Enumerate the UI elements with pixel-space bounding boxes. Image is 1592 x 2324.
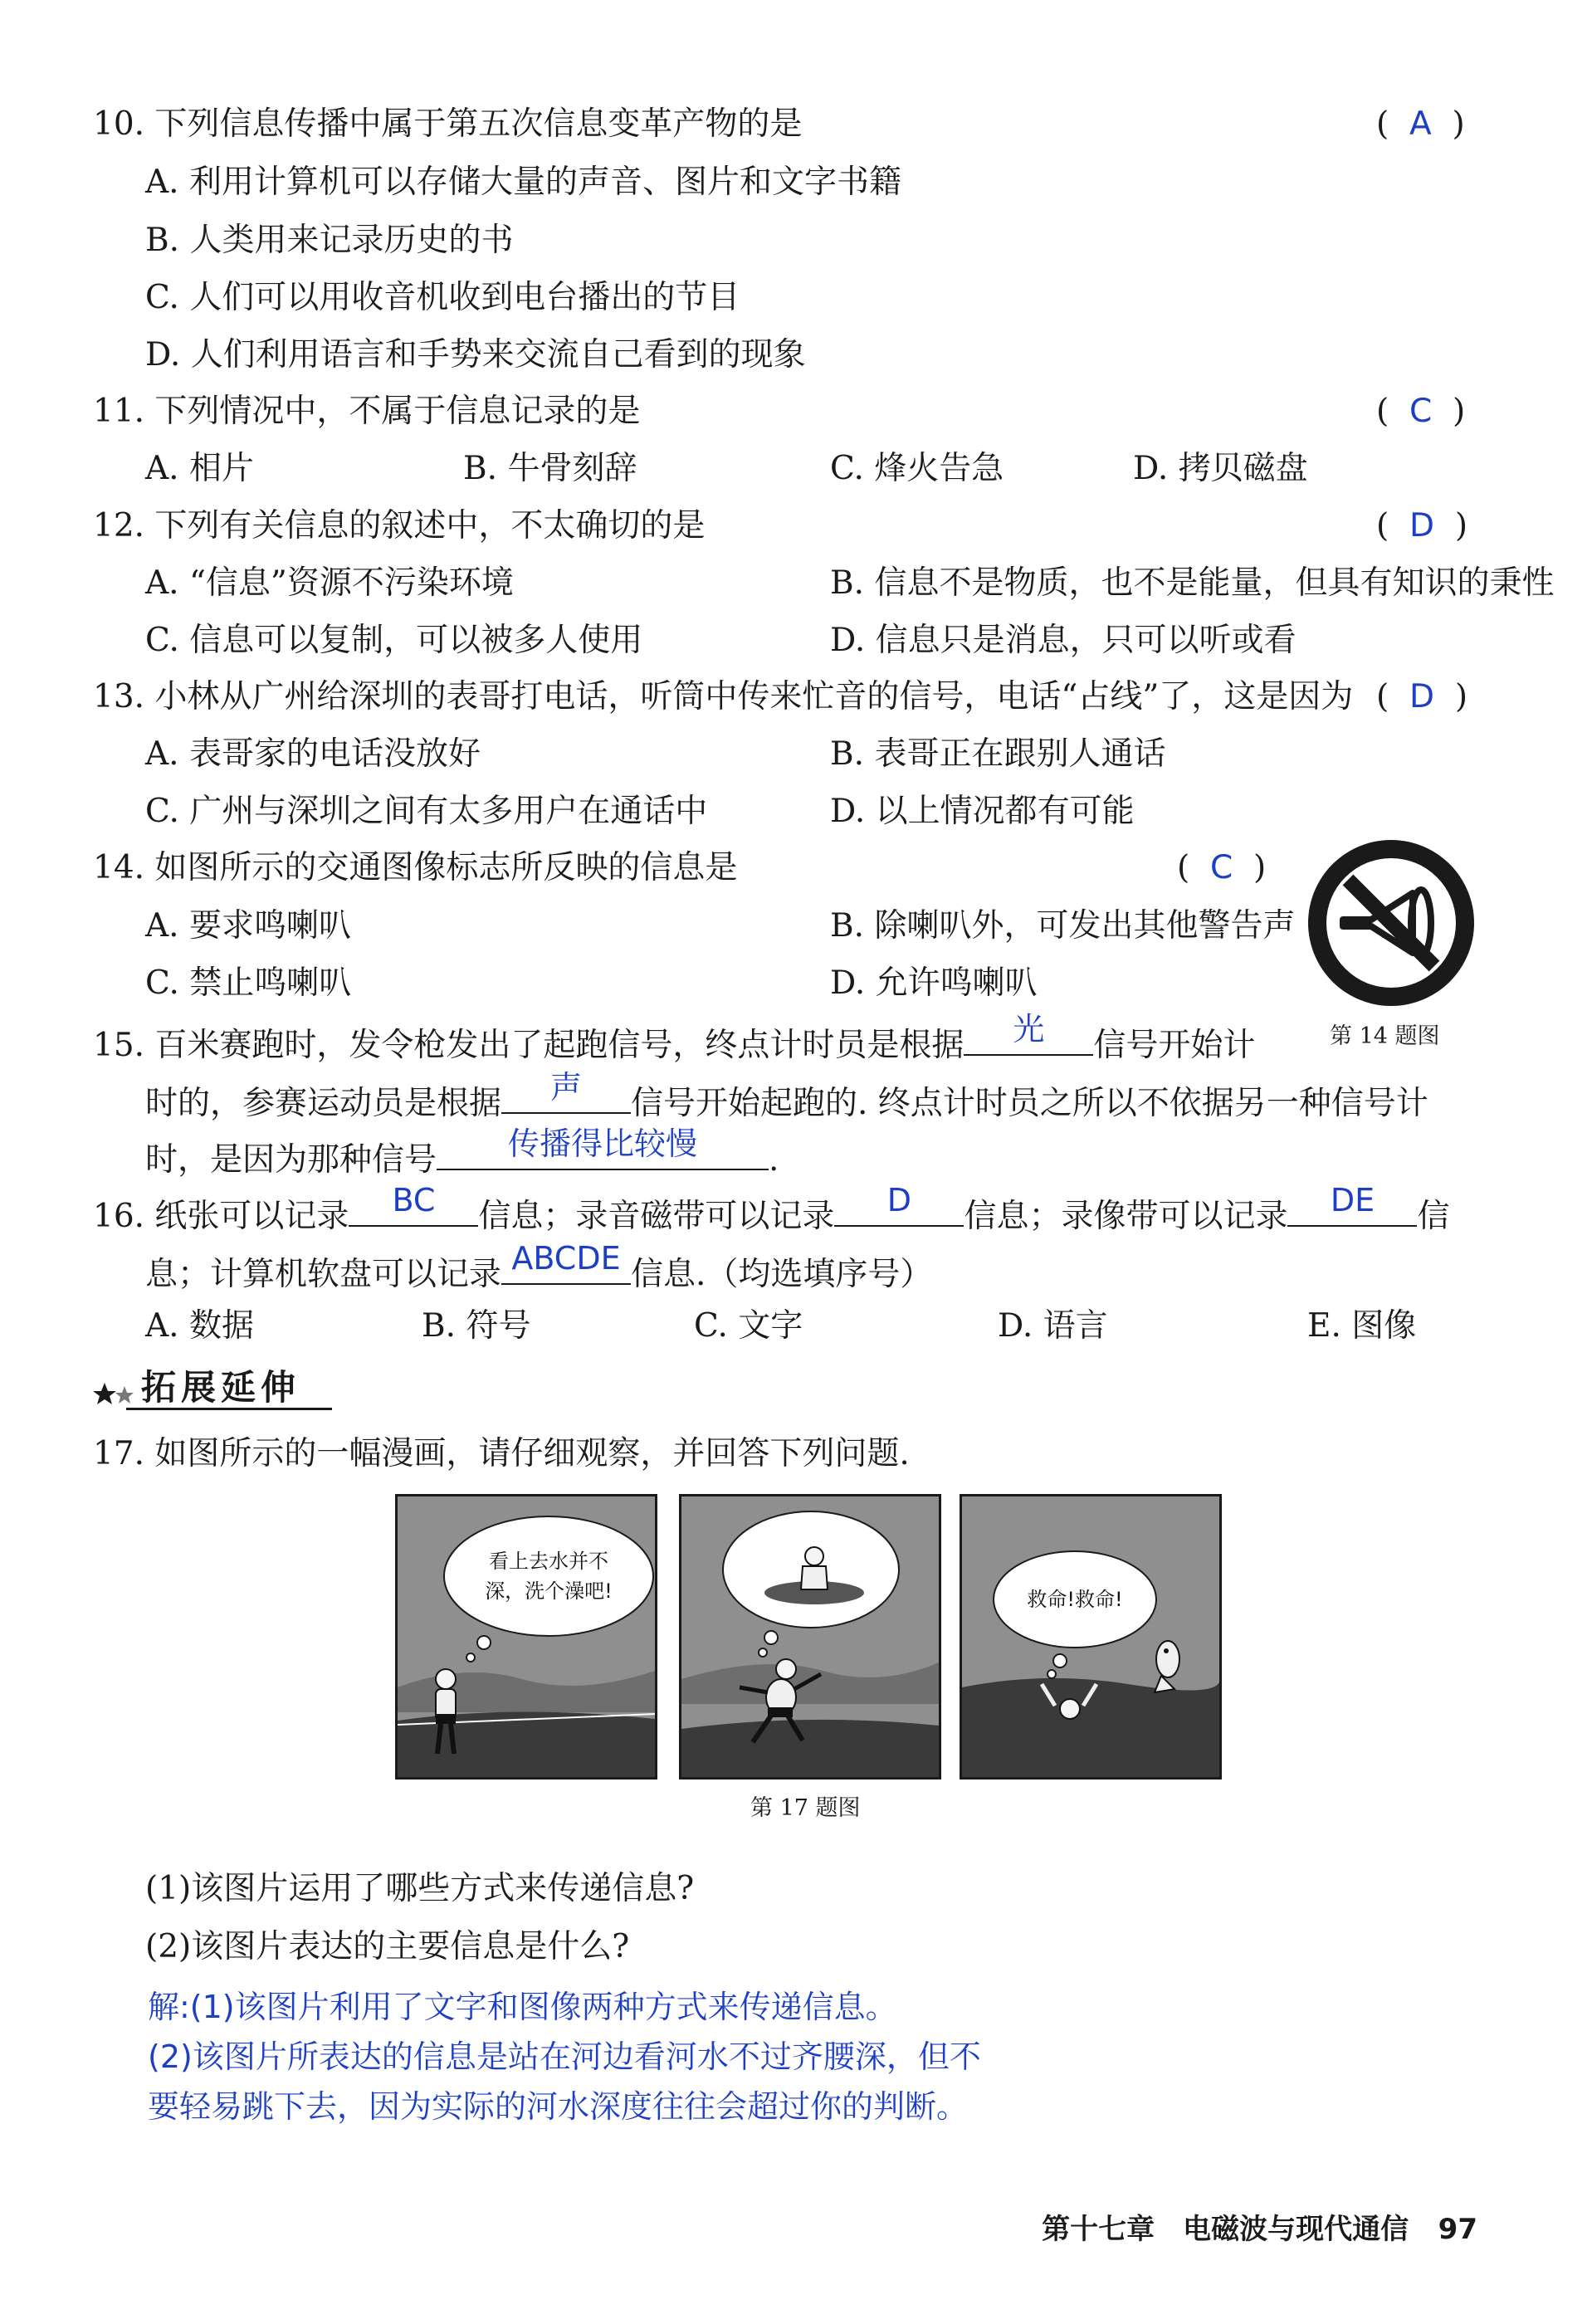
q11-option-c: C. 烽火告急: [830, 450, 1004, 487]
q14-option-d: D. 允许鸣喇叭: [830, 964, 1038, 1002]
q12-option-a: A. “信息”资源不污染环境: [145, 564, 514, 602]
comic-panel-1-drawing: [398, 1496, 655, 1777]
q16-answer-1: BC: [392, 1182, 436, 1218]
q16-line2: [145, 1240, 933, 1295]
q13-option-a: A. 表哥家的电话没放好: [145, 735, 481, 773]
q11-option-b: B. 牛骨刻辞: [463, 450, 637, 487]
q15-text-5: 时，是因为那种信号: [145, 1141, 437, 1179]
q10-option-a: A. 利用计算机可以存储大量的声音、图片和文字书籍: [145, 164, 901, 201]
q16-text-5: 息；计算机软盘可以记录: [145, 1256, 502, 1293]
panel3-bubble-text: 救命!救命!: [1027, 1588, 1123, 1611]
comic-panel-3: [960, 1494, 1222, 1780]
q14-option-c: C. 禁止鸣喇叭: [145, 964, 352, 1002]
q10-answer-paren: ( A ): [1376, 105, 1465, 143]
q12-answer-paren: ( D ): [1376, 507, 1468, 544]
section-header: [93, 1361, 342, 1416]
q13-option-c: C. 广州与深圳之间有太多用户在通话中: [145, 793, 708, 830]
comic-panel-1: [395, 1494, 657, 1780]
section-title: 拓展延伸: [141, 1367, 301, 1408]
q17-sub1: (1)该图片运用了哪些方式来传递信息?: [145, 1870, 695, 1907]
q15-line3: [145, 1125, 779, 1180]
q16-option-d: D. 语言: [998, 1307, 1108, 1345]
q12-option-d: D. 信息只是消息，只可以听或看: [830, 622, 1297, 659]
q15-answer-1: 光: [1013, 1011, 1045, 1047]
panel1-bubble-line2: 深，洗个澡吧!: [485, 1579, 613, 1603]
q14-option-a: A. 要求鸣喇叭: [145, 907, 351, 945]
q13-stem: 13. 小林从广州给深圳的表哥打电话，听筒中传来忙音的信号，电话“占线”了，这是因为: [93, 678, 1354, 715]
q14-figure-caption: 第 14 题图: [1330, 1023, 1440, 1049]
comic-panel-3-drawing: [962, 1496, 1219, 1777]
q10-stem: 10. 下列信息传播中属于第五次信息变革产物的是: [93, 105, 803, 143]
footer-chapter: 第十七章 电磁波与现代通信: [1042, 2213, 1409, 2246]
q15-line1: [93, 1011, 1256, 1066]
q13-option-d: D. 以上情况都有可能: [830, 793, 1135, 830]
q13-option-b: B. 表哥正在跟别人通话: [830, 735, 1166, 773]
q15-answer-2: 声: [550, 1069, 583, 1106]
q16-answer-3: DE: [1330, 1182, 1375, 1218]
q12-stem: 12. 下列有关信息的叙述中，不太确切的是: [93, 507, 706, 544]
q17-solution-line3: 要轻易跳下去，因为实际的河水深度往往会超过你的判断。: [148, 2088, 969, 2125]
comic-panel-2-drawing: [681, 1496, 939, 1777]
q15-blank-1: [964, 1011, 1093, 1056]
q12-answer: D: [1409, 507, 1435, 544]
q16-text-3: 信息；录像带可以记录: [964, 1198, 1288, 1235]
q12-option-c: C. 信息可以复制，可以被多人使用: [145, 622, 643, 659]
page-number: 97: [1438, 2213, 1477, 2246]
q15-text-2: 信号开始计: [1093, 1027, 1256, 1064]
comic-panel-2: [679, 1494, 941, 1780]
q14-stem: 14. 如图所示的交通图像标志所反映的信息是: [93, 849, 738, 886]
q10-option-c: C. 人们可以用收音机收到电台播出的节目: [145, 279, 740, 316]
q17-solution-line2: (2)该图片所表达的信息是站在河边看河水不过齐腰深，但不: [148, 2038, 981, 2075]
q16-blank-3: [1287, 1182, 1417, 1227]
q16-option-a: A. 数据: [145, 1307, 254, 1345]
q16-option-b: B. 符号: [422, 1307, 531, 1345]
panel1-bubble-line1: 看上去水并不: [489, 1550, 608, 1573]
q16-blank-4: [501, 1240, 631, 1285]
q15-text-4: 信号开始起跑的. 终点计时员之所以不依据另一种信号计: [631, 1085, 1428, 1122]
q14-answer: C: [1210, 849, 1233, 886]
q14-answer-paren: ( C ): [1177, 849, 1267, 886]
q16-blank-2: [834, 1182, 964, 1227]
q15-blank-3: [437, 1125, 769, 1170]
q16-text-4: 信: [1417, 1198, 1450, 1235]
q16-option-e: E. 图像: [1307, 1307, 1417, 1345]
page-footer: [1042, 2206, 1477, 2247]
section-underline: [126, 1408, 332, 1410]
q14-option-b: B. 除喇叭外，可发出其他警告声: [830, 907, 1296, 945]
no-horn-sign-icon: [1306, 838, 1476, 1008]
q16-answer-4: ABCDE: [511, 1240, 621, 1277]
q11-option-a: A. 相片: [145, 450, 254, 487]
q15-blank-2: [501, 1069, 631, 1114]
q16-text-6: 信息.（均选填序号）: [631, 1256, 933, 1293]
q10-option-d: D. 人们利用语言和手势来交流自己看到的现象: [145, 336, 806, 374]
q13-answer-paren: ( D ): [1376, 678, 1468, 715]
q15-text-3: 时的，参赛运动员是根据: [145, 1085, 502, 1122]
q11-stem: 11. 下列情况中，不属于信息记录的是: [93, 393, 641, 430]
q11-option-d: D. 拷贝磁盘: [1133, 450, 1308, 487]
q17-sub2: (2)该图片表达的主要信息是什么?: [145, 1928, 630, 1965]
q16-text-2: 信息；录音磁带可以记录: [478, 1198, 835, 1235]
q17-figure-caption: 第 17 题图: [750, 1795, 861, 1821]
q16-blank-1: [349, 1182, 478, 1227]
q15-text-1: 15. 百米赛跑时，发令枪发出了起跑信号，终点计时员是根据: [93, 1027, 964, 1064]
q10-answer: A: [1409, 105, 1432, 143]
q16-option-c: C. 文字: [694, 1307, 803, 1345]
q16-answer-2: D: [886, 1182, 912, 1218]
q15-line2: [145, 1069, 1428, 1124]
q15-answer-3: 传播得比较慢: [508, 1125, 698, 1162]
q17-stem: 17. 如图所示的一幅漫画，请仔细观察，并回答下列问题.: [93, 1435, 910, 1472]
q11-answer: C: [1409, 393, 1433, 430]
q17-solution-line1: 解:(1)该图片利用了文字和图像两种方式来传递信息。: [148, 1989, 897, 2025]
q15-text-6: .: [769, 1141, 779, 1179]
q12-option-b: B. 信息不是物质，也不是能量，但具有知识的秉性: [830, 564, 1555, 602]
q16-line1: [93, 1182, 1450, 1237]
q10-option-b: B. 人类用来记录历史的书: [145, 222, 514, 259]
q16-text-1: 16. 纸张可以记录: [93, 1198, 349, 1235]
q13-answer: D: [1409, 678, 1435, 715]
q11-answer-paren: ( C ): [1376, 393, 1466, 430]
